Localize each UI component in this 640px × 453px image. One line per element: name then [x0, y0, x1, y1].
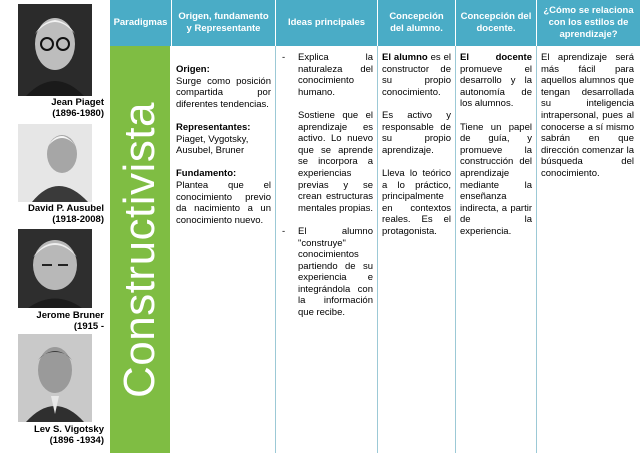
- alumno-p3: Lleva lo teórico a lo práctico, principalmente en contextos reales. Es el protagonista.: [382, 167, 451, 237]
- bullet-dash: -: [282, 225, 286, 237]
- fundamento-title: Fundamento:: [176, 168, 237, 180]
- spacer: [276, 98, 373, 110]
- portraits-column: [0, 0, 108, 453]
- alumno-p1: [382, 52, 451, 98]
- header-origen: Origen, fundamento y Representante: [172, 0, 276, 46]
- paradigm-label: Constructivista: [115, 101, 164, 399]
- name: David P. Ausubel: [27, 203, 104, 214]
- docente-cell: [456, 46, 537, 453]
- name-vigotsky: [34, 424, 104, 446]
- docente-p1-text: promueve el desarrollo y la autonomía de los alumnos.: [460, 63, 532, 110]
- years: (1896 -1934): [49, 435, 104, 446]
- alumno-lead: El alumno: [382, 52, 428, 63]
- idea-item: [276, 110, 373, 214]
- name: Jean Piaget: [51, 97, 104, 108]
- years: (1896-1980): [52, 108, 104, 119]
- name: Lev S. Vigotsky: [33, 424, 104, 435]
- spacer: [382, 98, 451, 110]
- spacer: [460, 110, 532, 122]
- name: Jerome Bruner: [36, 310, 104, 321]
- photo-ausubel: [18, 124, 92, 202]
- spacer: [176, 110, 271, 122]
- docente-p2: Tiene un papel de guía, y promueve la construcción del aprendizaje mediante la enseñanza indirecta, a partir de la experiencia.: [460, 121, 532, 237]
- idea-item: [276, 226, 373, 319]
- person-silhouette-icon: [18, 334, 92, 422]
- origen-title: Origen:: [176, 64, 210, 75]
- fundamento-text: Plantea que el conocimiento previo da nacimiento a un conocimiento nuevo.: [176, 179, 271, 226]
- bullet-dash: -: [282, 52, 286, 63]
- estilos-cell: [537, 46, 640, 453]
- origen-cell: [172, 46, 276, 453]
- idea-text: El alumno "construye" conocimientos partiendo de su experiencia e integrándola con la información que recibe.: [298, 225, 373, 319]
- estilos-text: El aprendizaje será más fácil para aquellos alumnos que tengan desarrollada su inteligencia intrapersonal, pues al conocerse a sí mismo sabrán en que dirección comenzar la búsqueda del conocimiento.: [541, 52, 634, 179]
- name-bruner: [36, 310, 104, 332]
- photo-piaget: [18, 4, 92, 96]
- person-silhouette-icon: [18, 229, 92, 308]
- header-docente: Concepción del docente.: [456, 0, 537, 46]
- idea-text: Explica la naturaleza del conocimiento humano.: [298, 52, 373, 98]
- representantes-title: Representantes:: [176, 121, 251, 133]
- years: (1915 -: [73, 321, 104, 332]
- spacer: [382, 156, 451, 168]
- docente-lead: El docente: [460, 52, 532, 63]
- alumno-p1-text: es el constructor de su propio conocimiento.: [382, 52, 451, 98]
- docente-p1: [460, 52, 532, 110]
- name-piaget: [51, 97, 104, 119]
- header-estilos: ¿Cómo se relaciona con los estilos de aprendizaje?: [537, 0, 640, 46]
- idea-item: [276, 52, 373, 98]
- ideas-cell: [276, 46, 378, 453]
- idea-text: Sostiene que el aprendizaje es activo. Lo nuevo que se aprende se incorpora a experiencias previas y se crean estructuras mentales propias.: [298, 109, 373, 214]
- representantes-text: Piaget, Vygotsky, Ausubel, Bruner: [176, 133, 249, 157]
- name-ausubel: [28, 203, 104, 225]
- spacer: [176, 157, 271, 169]
- photo-vigotsky: [18, 334, 92, 422]
- header-ideas: Ideas principales: [276, 0, 378, 46]
- origen-text: Surge como posición compartida por diferentes tendencias.: [176, 75, 271, 110]
- spacer: [276, 214, 373, 226]
- photo-bruner: [18, 229, 92, 308]
- person-silhouette-icon: [18, 124, 92, 202]
- years: (1918-2008): [52, 214, 104, 225]
- person-silhouette-icon: [18, 4, 92, 96]
- alumno-p2: Es activo y responsable de su propio aprendizaje.: [382, 109, 451, 156]
- header-alumno: Concepción del alumno.: [378, 0, 456, 46]
- alumno-cell: [378, 46, 456, 453]
- header-paradigmas: Paradigmas: [110, 0, 172, 46]
